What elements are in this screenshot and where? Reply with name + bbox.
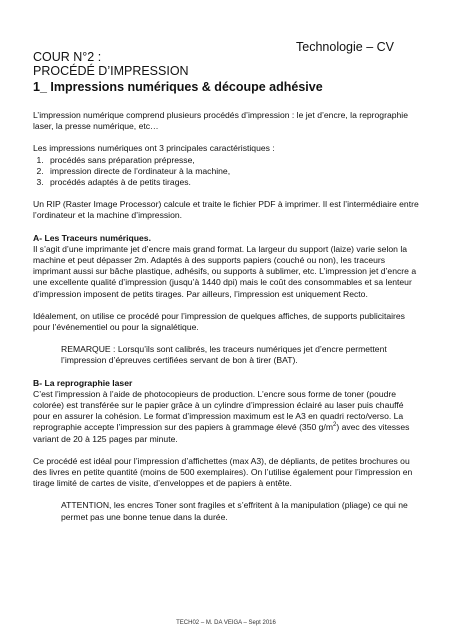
section-b-usage-paragraph: Ce procédé est idéal pour l’impression d’affichettes (max A3), de dépliants, de petites brochures ou des livres en petite quantité (moins de 500 exemplaires). On l’utilise également pour l’impression en tirage limité de cartes de visite, d’enveloppes et de papiers à entête.: [33, 455, 413, 489]
course-title: PROCÉDÉ D’IMPRESSION: [33, 64, 189, 78]
document-body: [33, 110, 423, 523]
intro-paragraph: L’impression numérique comprend plusieurs procédés d’impression : le jet d’encre, la reprographie laser, la presse numérique, etc…: [33, 110, 408, 132]
attention-note: ATTENTION, les encres Toner sont fragiles et s’effritent à la manipulation (pliage) ce qui ne permet pas une bonne tenue dans la durée.: [61, 500, 408, 522]
title-block: [33, 50, 423, 95]
section-b-paragraph: [33, 389, 423, 445]
list-item: 1. procédés sans préparation prépresse,: [46, 155, 423, 166]
section-b-text-start: C’est l’impression à l’aide de photocopieurs de production. L’encre sous forme de toner (poudre colorée) est transférée sur le papier grâce à un cylindre d’impression éclairé au laser puis chauffé pour en assurer la cohésion. Le format d’impression maximum est le A3 en quadri recto/verso. La reprographie accepte l’impression sur des papiers à grammage élevé (350 g/m: [33, 388, 404, 433]
section-b-text-end: ) avec des vitesses variant de 20 à 125 pages par minute.: [33, 422, 410, 444]
characteristics-list: [33, 155, 423, 189]
list-item: 2. impression directe de l’ordinateur à la machine,: [46, 166, 423, 177]
chapter-title: 1_ Impressions numériques & découpe adhésive: [33, 80, 323, 94]
page-footer: TECH02 – M. DA VEIGA – Sept 2016: [176, 620, 276, 626]
remark-note: REMARQUE : Lorsqu’ils sont calibrés, les traceurs numériques jet d’encre permettent l’impression d’épreuves certifiées servant de bon à tirer (BAT).: [61, 344, 387, 366]
header-subject: Technologie – CV: [296, 40, 394, 54]
superscript-two: 2: [332, 422, 337, 429]
section-a-heading: A- Les Traceurs numériques.: [33, 232, 151, 243]
course-number: COUR N°2 :: [33, 50, 102, 64]
rip-paragraph: Un RIP (Raster Image Processor) calcule et traite le fichier PDF à imprimer. Il est l’intermédiaire entre l’ordinateur et la machine d’impression.: [33, 199, 419, 221]
characteristics-intro: Les impressions numériques ont 3 principales caractéristiques :: [33, 143, 275, 154]
list-item: 3. procédés adaptés à de petits tirages.: [46, 177, 423, 188]
section-a-usage-paragraph: Idéalement, on utilise ce procédé pour l’impression de quelques affiches, de supports publicitaires pour l’événementiel ou pour la signalétique.: [33, 310, 405, 333]
section-b-heading: B- La reprographie laser: [33, 377, 133, 388]
section-a-paragraph: Il s’agit d’une imprimante jet d’encre mais grand format. La largeur du support (laize) varie selon la machine et peut dépasser 2m. Adaptés à des supports papiers (couché ou non), les traceurs imprimant aussi sur bâche plastique, adhésifs, ou supports à sublimer, etc. L’impression jet d’encre a une excellente qualité d’impression (jusqu’à 1440 dpi) mais le coût des consommables et sa lenteur d’impression imposent de petits tirages. Par ailleurs, l’impression est uniquement Recto.: [33, 243, 417, 299]
